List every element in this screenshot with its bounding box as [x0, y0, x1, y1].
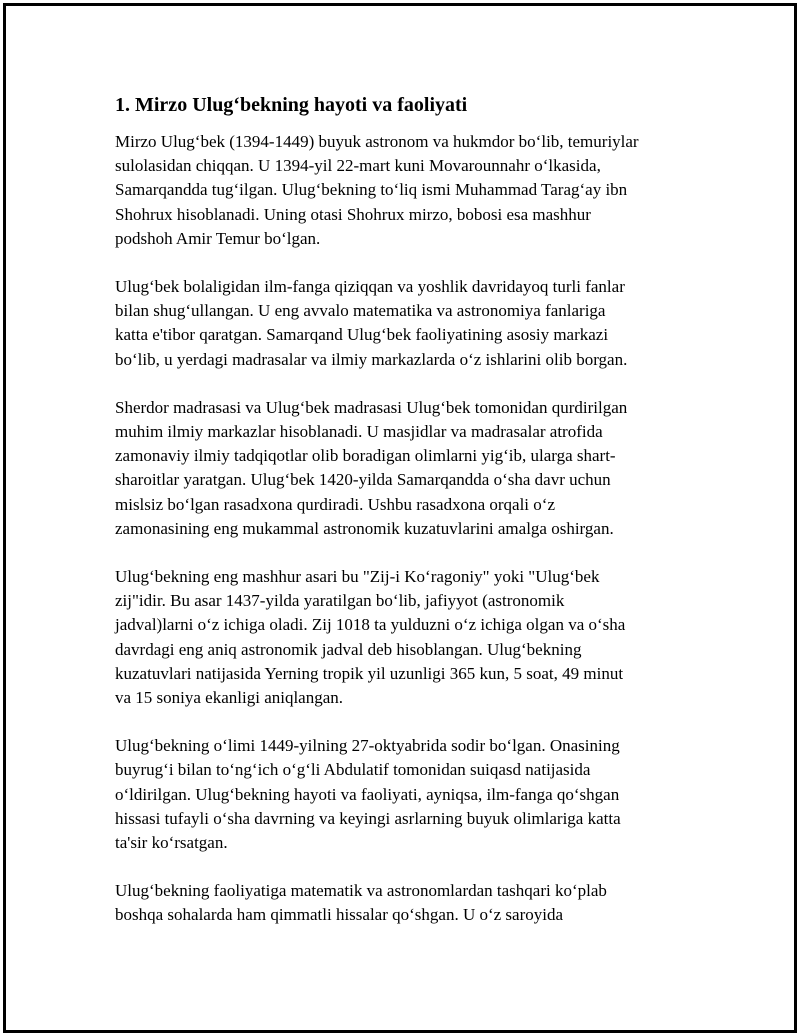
paragraph-madrasas-observatory: Sherdor madrasasi va Ulug‘bek madrasasi Ulug‘bek tomonidan qurdirilgan muhim ilmiy markazlar hisoblanadi. U masjidlar va madrasalar atrofida zamonaviy ilmiy tadqiqotlar olib boradigan olimlarni yig‘ib, ularga shart- sharoitlar yaratgan. Ulug‘bek 1420-yilda Samarqandda o‘sha davr uchun mislsiz bo‘lgan rasadxona qurdiradi. Ushbu rasadxona orqali o‘z zamonasining eng mukammal astronomik kuzatuvlarini amalga oshirgan. [115, 397, 628, 538]
paragraph-biography: Mirzo Ulug‘bek (1394-1449) buyuk astronom va hukmdor bo‘lib, temuriylar sulolasidan chiqqan. U 1394-yil 22-mart kuni Movarounnahr o‘lkasida, Samarqandda tug‘ilgan. Ulug‘bekning to‘liq ismi Muhammad Tarag‘ay ibn Shohrux hisoblanadi. Uning otasi Shohrux mirzo, bobosi esa mashhur podshoh Amir Temur bo‘lgan. [115, 132, 639, 248]
paragraph-zij: Ulug‘bekning eng mashhur asari bu "Zij-i Ko‘ragoniy" yoki "Ulug‘bek zij"idir. Bu asar 1437-yilda yaratilgan bo‘lib, jafiyyot (astronomik jadval)larni o‘z ichiga oladi. Zij 1018 ta yulduzni o‘z ichiga olgan va o‘sha davrdagi eng aniq astronomik jadval deb hisoblangan. Ulug‘bekning kuzatuvlari natijasida Yerning tropik yil uzunligi 365 kun, 5 soat, 49 minut va 15 soniya ekanligi aniqlangan. [115, 567, 626, 708]
paragraph-death: Ulug‘bekning o‘limi 1449-yilning 27-oktyabrida sodir bo‘lgan. Onasining buyrug‘i bilan to‘ng‘ich o‘g‘li Abdulatif tomonidan suiqasd natijasida o‘ldirilgan. Ulug‘bekning hayoti va faoliyati, ayniqsa, ilm-fanga qo‘shgan hissasi tufayli o‘sha davrning va keyingi asrlarning buyuk olimlariga katta ta'sir ko‘rsatgan. [115, 736, 621, 853]
paragraph-education: Ulug‘bek bolaligidan ilm-fanga qiziqqan va yoshlik davridayoq turli fanlar bilan shug‘ullangan. U eng avvalo matematika va astronomiya fanlariga katta e'tibor qaratgan. Samarqand Ulug‘bek faoliyatining asosiy markazi bo‘lib, u yerdagi madrasalar va ilmiy markazlarda o‘z ishlarini olib borgan. [115, 277, 628, 369]
paragraph-other-contributions: Ulug‘bekning faoliyatiga matematik va astronomlardan tashqari ko‘plab boshqa sohalarda ham qimmatli hissalar qo‘shgan. U o‘z saroyida [115, 881, 607, 925]
document-body [115, 92, 695, 952]
section-title: 1. Mirzo Ulug‘bekning hayoti va faoliyati [115, 94, 468, 116]
